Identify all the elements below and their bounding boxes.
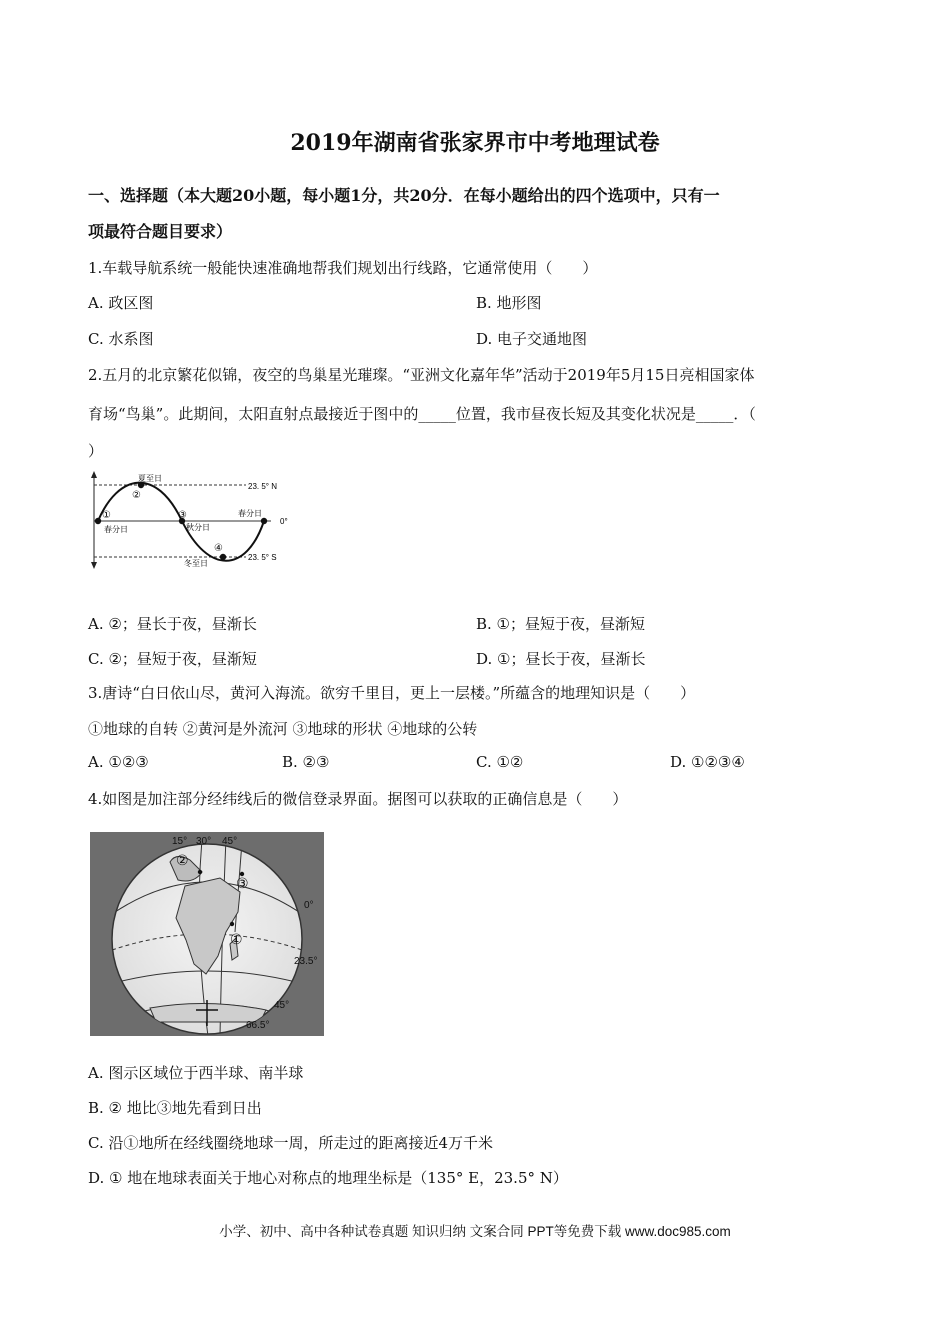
question-4-option-b: B. ② 地比③地先看到日出 <box>88 1099 262 1117</box>
question-3-option-a: A. ①②③ <box>88 753 149 771</box>
question-1-option-d: D. 电子交通地图 <box>476 330 588 348</box>
question-1-stem: 1.车载导航系统一般能快速准确地帮我们规划出行线路，它通常使用（ ） <box>88 259 598 277</box>
question-1-option-b: B. 地形图 <box>476 294 542 312</box>
question-4-option-d: D. ① 地在地球表面关于地心对称点的地理坐标是（135° E，23.5° N） <box>88 1169 568 1187</box>
marker-1: ① <box>230 931 243 947</box>
marker-4: ④ <box>214 543 223 554</box>
marker-2: ② <box>132 490 141 501</box>
question-2-option-c: C. ②；昼短于夜，昼渐短 <box>88 650 257 668</box>
question-2-option-b: B. ①；昼短于夜，昼渐短 <box>476 615 646 633</box>
solar-declination-figure <box>86 470 306 570</box>
label-equator: 0° <box>280 517 288 526</box>
label-30: 30° <box>196 836 212 847</box>
label-summer-solstice: 夏至日 <box>138 474 162 483</box>
question-2-option-d: D. ①；昼长于夜，昼渐长 <box>476 650 646 668</box>
wechat-globe-figure <box>90 832 324 1036</box>
point-4-dot <box>220 554 226 560</box>
label-15: 15° <box>172 836 188 847</box>
label-45: 45° <box>222 836 238 847</box>
question-2-stem-line2: 育场“鸟巢”。此期间，太阳直射点最接近于图中的_____位置，我市昼夜长短及其变化状况是_____．（ <box>88 405 756 423</box>
question-3-option-b: B. ②③ <box>282 753 330 771</box>
question-4-option-c: C. 沿①地所在经线圈绕地球一周，所走过的距离接近4万千米 <box>88 1134 494 1152</box>
page-title: 2019年湖南省张家界市中考地理试卷 <box>290 130 660 156</box>
question-3-stem: 3.唐诗“白日依山尽，黄河入海流。欲穷千里目，更上一层楼。”所蕴含的地理知识是（ ） <box>88 684 696 702</box>
marker-3: ③ <box>236 875 249 891</box>
question-4-option-a: A. 图示区域位于西半球、南半球 <box>88 1064 304 1082</box>
footer-note: 小学、初中、高中各种试卷真题 知识归纳 文案合同 PPT等免费下载 www.doc985.com <box>219 1224 731 1239</box>
marker-2: ② <box>176 852 189 868</box>
label-spring-equinox: 春分日 <box>104 525 128 534</box>
question-1-option-c: C. 水系图 <box>88 330 154 348</box>
label-p45: 45° <box>274 1000 290 1011</box>
section-heading-line1: 一、选择题（本大题20小题，每小题1分，共20分．在每小题给出的四个选项中，只有一 <box>88 186 720 205</box>
question-2-option-a: A. ②；昼长于夜，昼渐长 <box>88 615 257 633</box>
label-spring-equinox-2: 春分日 <box>238 509 262 518</box>
point-1-dot <box>95 518 101 524</box>
label-winter-solstice: 冬至日 <box>184 559 208 568</box>
question-4-stem: 4.如图是加注部分经纬线后的微信登录界面。据图可以获取的正确信息是（ ） <box>88 790 628 808</box>
label-23-5: 23.5° <box>294 956 318 967</box>
question-3-option-d: D. ①②③④ <box>670 753 745 771</box>
point-5-dot <box>261 518 267 524</box>
label-tropic-south: 23. 5° S <box>248 553 277 562</box>
section-heading-line2: 项最符合题目要求） <box>88 222 233 241</box>
marker-3: ③ <box>178 510 187 521</box>
label-autumn-equinox: 秋分日 <box>186 523 210 532</box>
question-1-option-a: A. 政区图 <box>88 294 154 312</box>
label-tropic-north: 23. 5° N <box>248 482 277 491</box>
question-2-stem-line3: ） <box>88 442 104 460</box>
marker-1: ① <box>102 510 111 521</box>
label-equator: 0° <box>304 900 314 911</box>
question-3-option-c: C. ①② <box>476 753 524 771</box>
label-66-5: 66.5° <box>246 1020 270 1031</box>
question-3-items: ①地球的自转 ②黄河是外流河 ③地球的形状 ④地球的公转 <box>88 720 478 738</box>
question-2-stem-line1: 2.五月的北京繁花似锦，夜空的鸟巢星光璀璨。“亚洲文化嘉年华”活动于2019年5月15日亮相国家体 <box>88 366 755 384</box>
